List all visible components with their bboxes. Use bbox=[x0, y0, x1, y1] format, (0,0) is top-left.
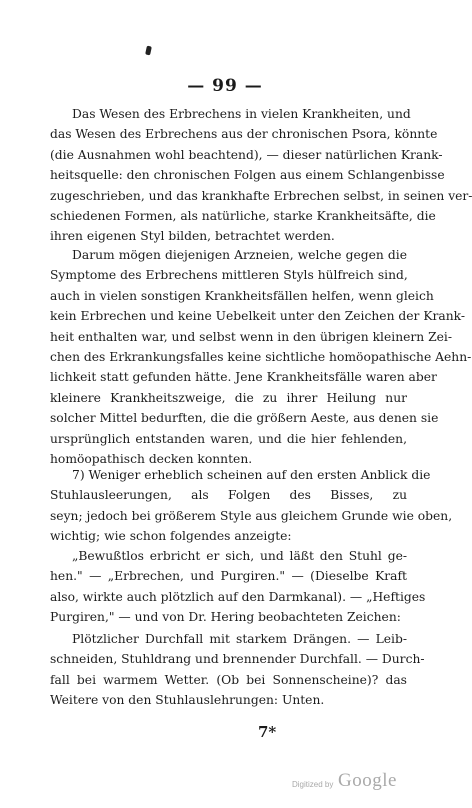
text-line: chen des Erkrankungsfalles keine sichtliche homöopathische Aehn- bbox=[50, 349, 472, 364]
text-line: also, wirkte auch plötzlich auf den Darmkanal). — „Heftiges bbox=[50, 589, 426, 604]
text-line: schneiden, Stuhldrang und brennender Durchfall. — Durch- bbox=[50, 652, 425, 667]
ink-speck bbox=[145, 46, 152, 56]
text-line: wichtig; wie schon folgendes anzeigte: bbox=[50, 529, 292, 544]
page-number: — 99 — bbox=[187, 76, 263, 96]
text-line: Das Wesen des Erbrechens in vielen Krankheiten, und bbox=[72, 107, 411, 121]
text-line: schiedenen Formen, als natürliche, starke Krankheitsäfte, die bbox=[50, 208, 436, 223]
text-line: homöopathisch decken konnten. bbox=[50, 451, 253, 466]
text-line: fall bei warmem Wetter. (Ob bei Sonnenscheine)? das bbox=[50, 672, 407, 687]
google-watermark bbox=[292, 770, 452, 792]
text-line: zugeschrieben, und das krankhafte Erbrechen selbst, in seinen ver- bbox=[50, 188, 472, 203]
text-line: solcher Mittel bedurften, die die größern Aeste, aus denen sie bbox=[50, 411, 439, 426]
text-line: auch in vielen sonstigen Krankheitsfällen helfen, wenn gleich bbox=[50, 288, 434, 303]
text-line: „Bewußtlos erbricht er sich, und läßt den Stuhl ge- bbox=[72, 549, 407, 563]
paragraph-5 bbox=[50, 629, 425, 711]
text-line: (die Ausnahmen wohl beachtend), — dieser natürlichen Krank- bbox=[50, 147, 443, 162]
text-line: ihren eigenen Styl bilden, betrachtet werden. bbox=[50, 229, 335, 244]
text-line: 7) Weniger erheblich scheinen auf den ersten Anblick die bbox=[72, 468, 431, 482]
text-line: Plötzlicher Durchfall mit starkem Drängen. — Leib- bbox=[72, 632, 407, 646]
paragraph-4 bbox=[50, 546, 426, 628]
watermark-prefix: Digitized by bbox=[292, 780, 334, 789]
text-line: Stuhlausleerungen, als Folgen des Bisses, zu bbox=[50, 488, 407, 503]
text-line: kleinere Krankheitszweige, die zu ihrer Heilung nur bbox=[50, 390, 407, 405]
paragraph-1 bbox=[50, 104, 472, 247]
text-line: lichkeit statt gefunden hätte. Jene Krankheitsfälle waren aber bbox=[50, 370, 437, 385]
text-line: Purgiren," — und von Dr. Hering beobachteten Zeichen: bbox=[50, 610, 401, 625]
text-line: heitsquelle: den chronischen Folgen aus einem Schlangenbisse bbox=[50, 168, 445, 183]
text-line: hen." — „Erbrechen, und Purgiren." — (Dieselbe Kraft bbox=[50, 569, 407, 584]
text-line: ursprünglich entstanden waren, und die hier fehlenden, bbox=[50, 431, 407, 446]
text-line: Weitere von den Stuhlauslehrungen: Unten. bbox=[50, 693, 325, 708]
text-line: Darum mögen diejenigen Arzneien, welche gegen die bbox=[72, 248, 407, 262]
text-line: kein Erbrechen und keine Uebelkeit unter den Zeichen der Krank- bbox=[50, 309, 466, 324]
text-line: heit enthalten war, und selbst wenn in den übrigen kleinern Zei- bbox=[50, 329, 453, 344]
paragraph-3 bbox=[50, 465, 453, 547]
signature-mark: 7* bbox=[258, 723, 277, 741]
text-line: das Wesen des Erbrechens aus der chronischen Psora, könnte bbox=[50, 127, 438, 142]
google-logo: Google bbox=[338, 770, 397, 791]
paragraph-2 bbox=[50, 245, 472, 469]
text-line: Symptome des Erbrechens mittleren Styls hülfreich sind, bbox=[50, 268, 408, 283]
text-line: seyn; jedoch bei größerem Style aus gleichem Grunde wie oben, bbox=[50, 508, 453, 523]
